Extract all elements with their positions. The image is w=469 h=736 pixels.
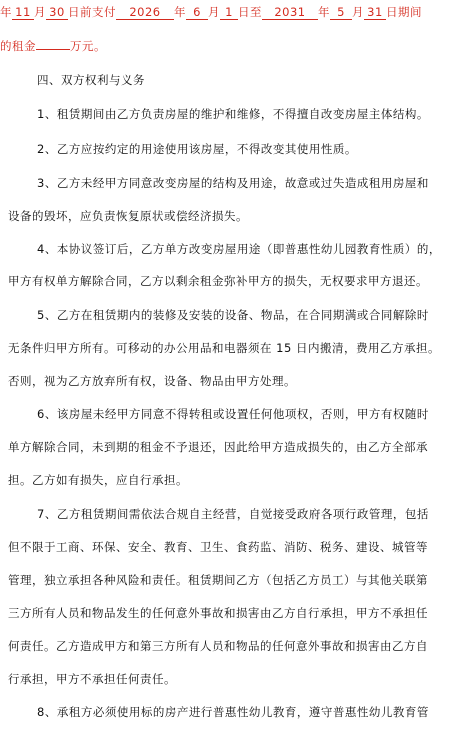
payment-day-field: 30: [46, 5, 68, 20]
end-day-field: 31: [364, 5, 386, 20]
clause-5-line-2: 无条件归甲方所有。可移动的办公用品和电器须在 15 日内搬清，费用乙方承担。: [8, 341, 440, 355]
clause-6-line-2: 单方解除合同，未到期的租金不予退还，因此给甲方造成损失的，由乙方全部承: [8, 440, 428, 454]
section-title: 四、双方权利与义务: [37, 73, 145, 87]
period-label: 日期间: [386, 5, 422, 19]
end-month-field: 5: [330, 5, 352, 20]
payment-deadline-label: 日前支付: [68, 5, 116, 19]
clause-3-line-1: 3、乙方未经甲方同意改变房屋的结构及用途，故意或过失造成租用房屋和: [37, 176, 429, 190]
year-label-1: 年: [0, 5, 12, 19]
rent-amount-line: [0, 38, 465, 54]
until-label: 日至: [238, 5, 262, 19]
start-month-field: 6: [186, 5, 208, 20]
clause-7-line-1: 7、乙方租赁期间需依法合规自主经营，自觉接受政府各项行政管理，包括: [37, 507, 429, 521]
currency-unit-label: 万元。: [70, 39, 106, 53]
start-day-field: 1: [220, 5, 238, 20]
rent-period-line: [0, 4, 465, 20]
clause-4-line-2: 甲方有权单方解除合同，乙方以剩余租金弥补甲方的损失，无权要求甲方退还。: [8, 274, 428, 288]
clause-7-line-4: 三方所有人员和物品发生的任何意外事故和损害由乙方自行承担，甲方不承担任: [8, 606, 428, 620]
clause-4-line-1: 4、本协议签订后，乙方单方改变房屋用途（即普惠性幼儿园教育性质）的，: [37, 242, 441, 256]
month-label-3: 月: [352, 5, 364, 19]
year-label-2: 年: [174, 5, 186, 19]
month-label-1: 月: [34, 5, 46, 19]
year-label-3: 年: [318, 5, 330, 19]
start-year-field: 2026: [116, 5, 174, 20]
clause-5-line-3: 否则，视为乙方放弃所有权，设备、物品由甲方处理。: [8, 374, 296, 388]
clause-1: 1、租赁期间由乙方负责房屋的维护和维修，不得擅自改变房屋主体结构。: [37, 107, 429, 121]
rent-amount-field: [36, 49, 70, 50]
clause-7-line-5: 何责任。乙方造成甲方和第三方所有人员和物品的任何意外事故和损害由乙方自: [8, 639, 428, 653]
end-year-field: 2031: [262, 5, 318, 20]
month-label-2: 月: [208, 5, 220, 19]
clause-6-line-3: 担。乙方如有损失，应自行承担。: [8, 473, 188, 487]
clause-7-line-6: 行承担，甲方不承担任何责任。: [8, 672, 176, 686]
clause-3-line-2: 设备的毁坏，应负责恢复原状或偿经济损失。: [8, 209, 248, 223]
clause-7-line-3: 管理，独立承担各种风险和责任。租赁期间乙方（包括乙方员工）与其他关联第: [8, 573, 428, 587]
clause-5-line-1: 5、乙方在租赁期内的装修及安装的设备、物品，在合同期满或合同解除时: [37, 308, 429, 322]
rent-label: 的租金: [0, 39, 36, 53]
clause-8-line-1: 8、承租方必须使用标的房产进行普惠性幼儿教育，遵守普惠性幼儿教育管: [37, 705, 429, 719]
payment-month-field: 11: [12, 5, 34, 20]
clause-6-line-1: 6、该房屋未经甲方同意不得转租或设置任何他项权，否则，甲方有权随时: [37, 407, 429, 421]
clause-7-line-2: 但不限于工商、环保、安全、教育、卫生、食药监、消防、税务、建设、城管等: [8, 540, 428, 554]
clause-2: 2、乙方应按约定的用途使用该房屋，不得改变其使用性质。: [37, 142, 357, 156]
